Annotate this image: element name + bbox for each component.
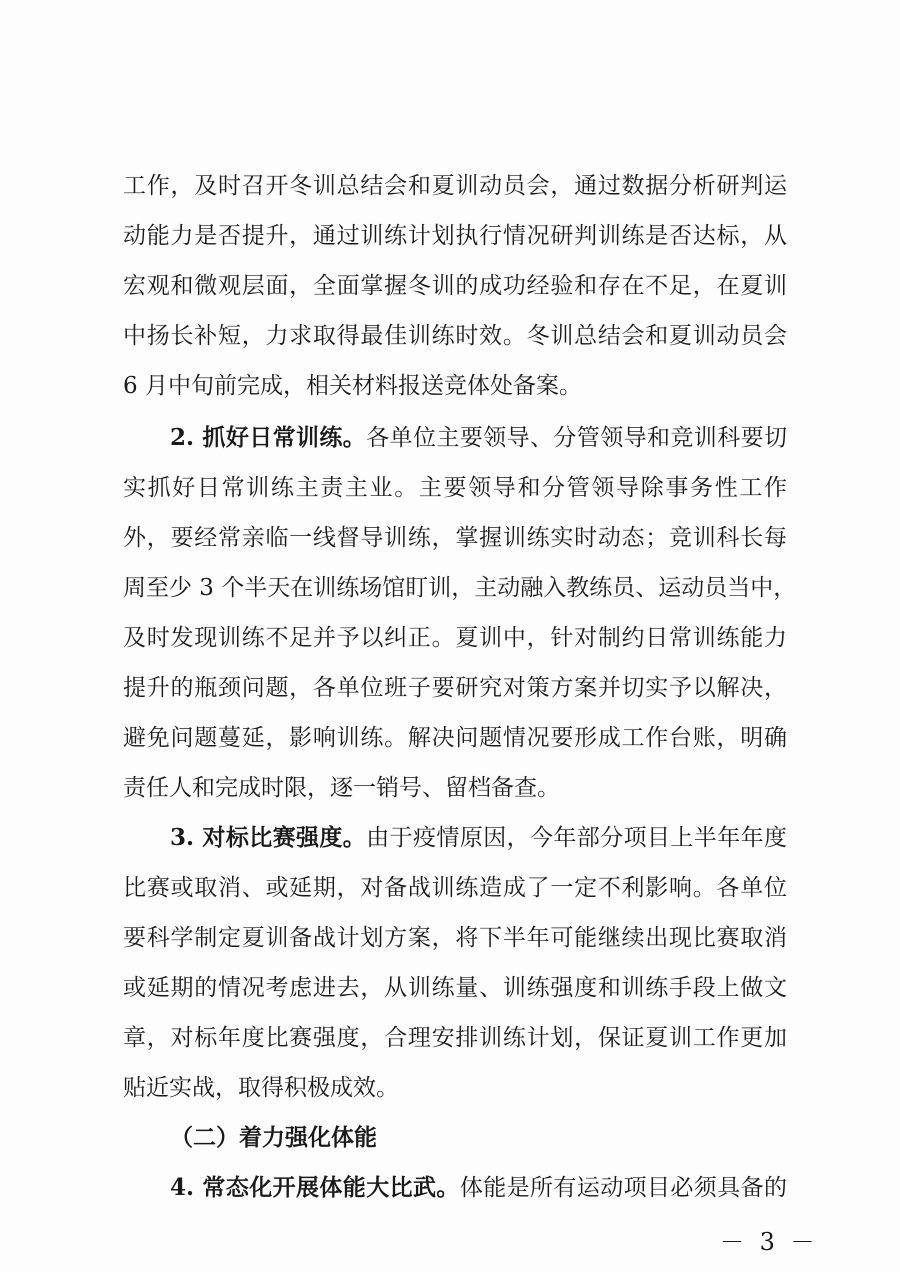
- paragraph-first-line: [170, 418, 787, 458]
- paragraph-line: 提升的瓶颈问题，各单位班子要研究对策方案并切实予以解决，: [123, 675, 787, 701]
- paragraph-line: 及时发现训练不足并予以纠正。夏训中，针对制约日常训练能力: [123, 625, 787, 651]
- paragraph-line: 贴近实战，取得积极成效。: [123, 1075, 399, 1101]
- paragraph-line: 比赛或取消、或延期，对备战训练造成了一定不利影响。各单位: [123, 875, 787, 901]
- item-title: 4. 常态化开展体能大比武。: [170, 1174, 460, 1201]
- paragraph-line: 动能力是否提升，通过训练计划执行情况研判训练是否达标，从: [123, 223, 787, 249]
- paragraph-line: 周至少 3 个半天在训练场馆盯训，主动融入教练员、运动员当中，: [123, 575, 797, 601]
- item-title: 2. 抓好日常训练。: [170, 424, 367, 451]
- paragraph-line: 宏观和微观层面，全面掌握冬训的成功经验和存在不足，在夏训: [123, 273, 787, 299]
- item-text: 各单位主要领导、分管领导和竞训科要切: [366, 425, 787, 451]
- paragraph-first-line: [170, 1168, 787, 1208]
- page-number: － 3 －: [720, 1228, 819, 1256]
- paragraph-line: 工作，及时召开冬训总结会和夏训动员会，通过数据分析研判运: [123, 173, 787, 199]
- item-text: 由于疫情原因，今年部分项目上半年年度: [366, 825, 787, 851]
- paragraph-line: 责任人和完成时限，逐一销号、留档备查。: [123, 775, 560, 801]
- paragraph-line: 外，要经常亲临一线督导训练，掌握训练实时动态；竞训科长每: [123, 525, 787, 551]
- paragraph-line: 实抓好日常训练主责主业。主要领导和分管领导除事务性工作: [123, 475, 787, 501]
- paragraph-line: 章，对标年度比赛强度，合理安排训练计划，保证夏训工作更加: [123, 1025, 787, 1051]
- paragraph-line: 6 月中旬前完成，相关材料报送竞体处备案。: [123, 373, 582, 399]
- paragraph-line: 要科学制定夏训备战计划方案，将下半年可能继续出现比赛取消: [123, 925, 787, 951]
- section-heading: （二）着力强化体能: [170, 1124, 377, 1151]
- item-title: 3. 对标比赛强度。: [170, 824, 367, 851]
- item-text: 体能是所有运动项目必须具备的: [459, 1175, 787, 1201]
- paragraph-line: 避免问题蔓延，影响训练。解决问题情况要形成工作台账，明确: [123, 725, 787, 751]
- paragraph-line: 或延期的情况考虑进去，从训练量、训练强度和训练手段上做文: [123, 975, 787, 1001]
- paragraph-first-line: [170, 818, 787, 858]
- paragraph-line: 中扬长补短，力求取得最佳训练时效。冬训总结会和夏训动员会: [123, 323, 787, 349]
